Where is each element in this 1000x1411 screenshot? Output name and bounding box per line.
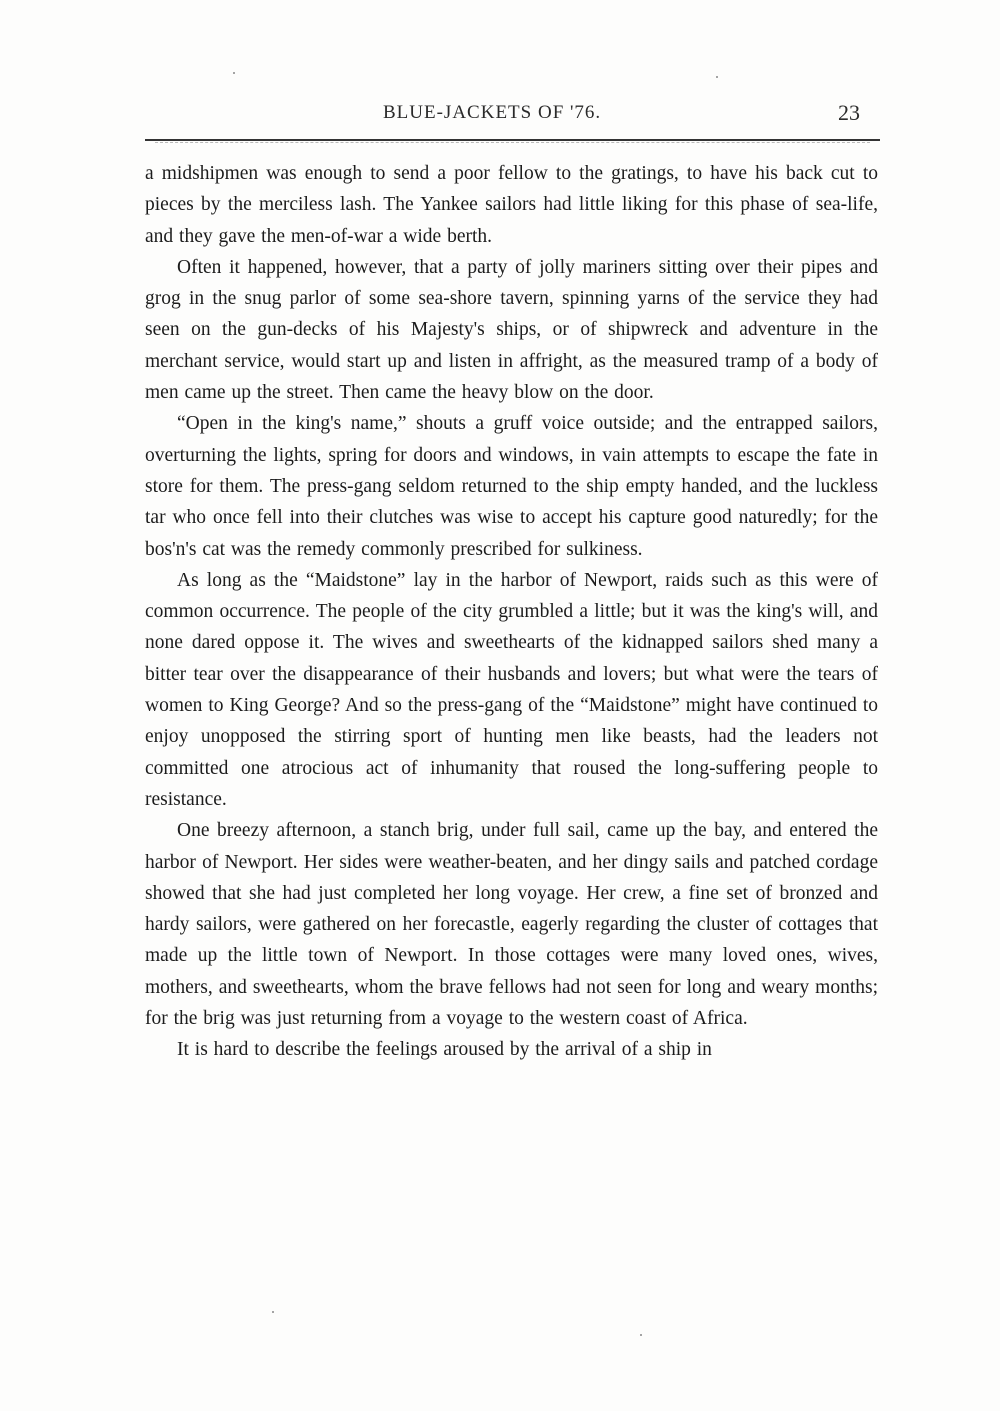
paragraph: Often it happened, however, that a party of jolly mariners sitting over their pipes and grog in the snug parlor of some sea-shore tavern, spinning yarns of the service they had seen on the gun-decks of his Majesty's ships, or of shipwreck and adventure in the merchant service, would start up and listen in affright, as the measured tramp of a body of men came up the street. Then came the heavy blow on the door.: [145, 256, 878, 404]
header-rule-shadow: [155, 142, 870, 143]
paper-speck: [272, 1311, 274, 1313]
running-title: BLUE-JACKETS OF '76.: [383, 102, 602, 123]
paper-speck: [640, 1334, 642, 1336]
paper-speck: [233, 72, 235, 74]
paragraph-continued: a midshipmen was enough to send a poor fellow to the gratings, to have his back cut to pieces by the merciless lash. The Yankee sailors had little liking for this phase of sea-life, and they gave the men-of-war a wide berth.: [145, 163, 878, 247]
body-text: [145, 158, 878, 1066]
paragraph: One breezy afternoon, a stanch brig, under full sail, came up the bay, and entered the harbor of Newport. Her sides were weather-beaten, and her dingy sails and patched cordage showed that she had just completed her long voyage. Her crew, a fine set of bronzed and hardy sailors, were gathered on her forecastle, eagerly regarding the cluster of cottages that made up the little town of Newport. In those cottages were many loved ones, wives, mothers, and sweethearts, whom the brave fellows had not seen for long and weary months; for the brig was just returning from a voyage to the western coast of Africa.: [145, 820, 878, 1030]
paper-speck: [716, 76, 718, 78]
paragraph: “Open in the king's name,” shouts a gruff voice outside; and the entrapped sailors, overturning the lights, spring for doors and windows, in vain attempts to escape the fate in store for them. The press-gang seldom returned to the ship empty handed, and the luckless tar who once fell into their clutches was wise to accept his capture good naturedly; for the bos'n's cat was the remedy commonly prescribed for sulkiness.: [145, 413, 878, 560]
running-head: [0, 102, 1000, 130]
paragraph: As long as the “Maidstone” lay in the harbor of Newport, raids such as this were of common occurrence. The people of the city grumbled a little; but it was the king's will, and none dared oppose it. The wives and sweethearts of the kidnapped sailors shed many a bitter tear over the disappearance of their husbands and lovers; but what were the tears of women to King George? And so the press-gang of the “Maidstone” might have continued to enjoy unopposed the stirring sport of hunting men like beasts, had the leaders not committed one atrocious act of inhumanity that roused the long-suffering people to resistance.: [145, 569, 878, 810]
page-number: 23: [838, 100, 860, 125]
paragraph-continues: It is hard to describe the feelings aroused by the arrival of a ship in: [177, 1039, 712, 1061]
header-rule: [145, 139, 880, 141]
